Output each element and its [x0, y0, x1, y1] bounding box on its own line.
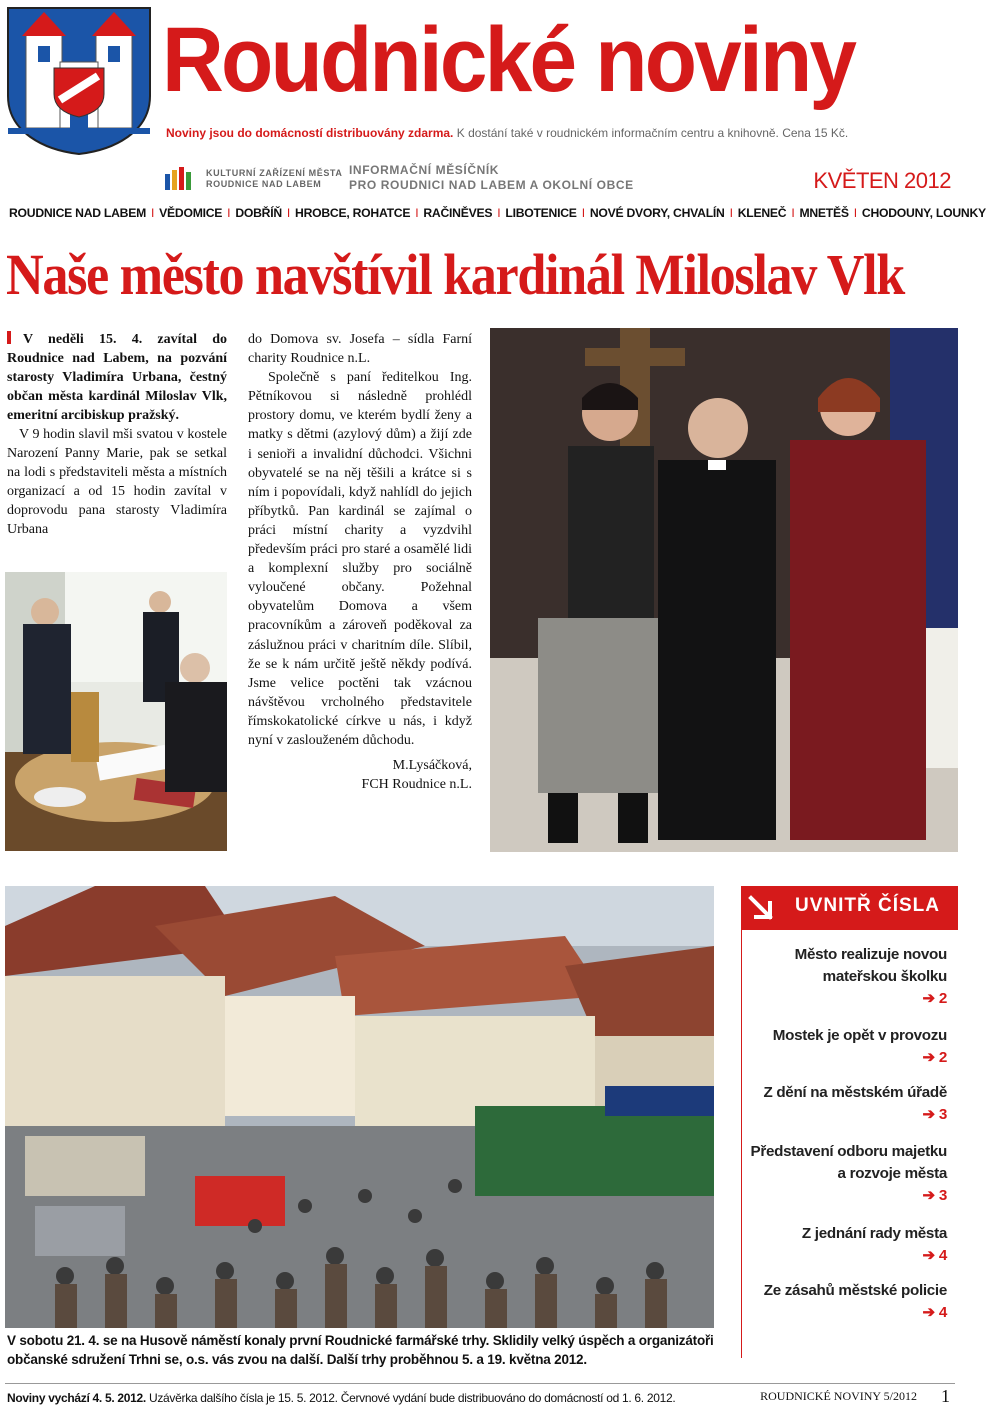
town-separator: I — [151, 206, 155, 220]
inside-item[interactable] — [747, 1025, 947, 1069]
article-column-2 — [248, 330, 472, 794]
article-column-1 — [7, 330, 227, 539]
kulturni-zarizeni-text: KULTURNÍ ZAŘÍZENÍ MĚSTA ROUDNICE NAD LABEM — [206, 168, 343, 189]
newspaper-title: Roudnické noviny — [162, 9, 855, 111]
town-name: MNETĚŠ — [799, 206, 849, 220]
inside-item-page: ➔ 4 — [922, 1304, 947, 1321]
inside-item[interactable] — [747, 1141, 947, 1207]
inside-item-label: Z jednání rady města — [801, 1225, 947, 1242]
article-paragraph: Společně s paní ředitelkou Ing. Pětníkovou si následně prohlédl prostory domu, ve kterém bydlí ženy a matky s dětmi (azylový dům) a žijí zde i senioři a invalidní důchodci. Všichni obyvatelé se na něj těšili a krátce si s ním i popovídali, když nahlídl do jejich příbytků. Pan kardinál se zajímal o práci místní charity a vyzdvihl především práci pro staré a osamělé lidi a komplexní služby pro sociálně vyloučené občany. Požehnal obyvatelům Domova a všem pracovníkům a zároveň poděkoval za záslužnou práci v charitním díle. Slíbil, že se k nám určitě ještě někdy podívá. Jsme velice poctěni tak vzácnou návštěvou vrcholného představitele římskokatolické církve u nás, i když nyní v zaslouženém důchodu. — [248, 370, 472, 748]
inside-item[interactable] — [747, 1280, 947, 1324]
town-name: HROBCE, ROHATCE — [295, 206, 411, 220]
photo-farmers-market — [5, 886, 714, 1328]
inside-item-page: ➔ 2 — [922, 990, 947, 1007]
kulturni-zarizeni-logo — [165, 167, 195, 190]
footer-issue-ref: ROUDNICKÉ NOVINY 5/2012 1 — [760, 1386, 950, 1406]
town-name: VĚDOMICE — [159, 206, 223, 220]
town-separator: I — [791, 206, 795, 220]
town-list — [9, 206, 986, 220]
inside-item-page: ➔ 2 — [922, 1049, 947, 1066]
town-name: NOVÉ DVORY, CHVALÍN — [589, 206, 725, 220]
inside-item[interactable] — [747, 944, 947, 1010]
inside-item-label: Město realizuje novou mateřskou školku — [794, 946, 947, 985]
town-name: DOBŘÍŇ — [235, 206, 282, 220]
town-name: CHODOUNY, LOUNKY — [861, 206, 986, 220]
inside-item[interactable] — [747, 1082, 947, 1126]
issue-date: KVĚTEN 2012 — [813, 168, 951, 193]
town-separator: I — [853, 206, 857, 220]
city-crest-logo — [4, 4, 154, 156]
town-separator: I — [286, 206, 291, 220]
article-paragraph: V 9 hodin slavil mši svatou v kostele Narození Panny Marie, pak se setkal na lodi s představiteli města a místních organizací a od 15 hodin zavítal v doprovodu pana starosty Vladimíra Urbana — [7, 427, 227, 537]
inside-item-page: ➔ 4 — [922, 1247, 947, 1264]
town-separator: I — [227, 206, 231, 220]
inside-issue-title: UVNITŘ ČÍSLA — [795, 895, 940, 916]
photo-cardinal-with-staff — [490, 328, 958, 852]
article-headline: Naše město navštívil kardinál Miloslav Vlk — [6, 242, 904, 307]
article-signature: M.Lysáčková, FCH Roudnice n.L. — [361, 758, 472, 793]
inside-item-label: Ze zásahů městské policie — [763, 1282, 947, 1299]
inside-item[interactable] — [747, 1223, 947, 1267]
article-paragraph: do Domova sv. Josefa – sídla Farní charity Roudnice n.L. — [248, 332, 472, 367]
inside-box-border — [741, 886, 742, 1358]
footer-divider — [5, 1383, 955, 1384]
town-separator: I — [497, 206, 501, 220]
town-separator: I — [415, 206, 419, 220]
town-name: LIBOTENICE — [505, 206, 577, 220]
inside-item-page: ➔ 3 — [922, 1106, 947, 1123]
market-photo-caption: V sobotu 21. 4. se na Husově náměstí konaly první Roudnické farmářské trhy. Sklidily velký úspěch a organizátoři občanské sdružení Trhni se, o.s. vás zvou na další. Další trhy proběhnou 5. a 19. května 2012. — [7, 1333, 714, 1367]
inside-item-label: Mostek je opět v provozu — [772, 1027, 947, 1044]
town-name: RAČINĚVES — [423, 206, 493, 220]
town-separator: I — [581, 206, 585, 220]
masthead-tagline: Noviny jsou do domácností distribuovány zdarma. K dostání také v roudnickém informačním centru a knihovně. Cena 15 Kč. — [166, 126, 849, 140]
town-separator: I — [729, 206, 733, 220]
town-name: ROUDNICE NAD LABEM — [9, 206, 147, 220]
town-name: KLENEČ — [737, 206, 787, 220]
page-number: 1 — [941, 1386, 950, 1406]
inside-item-page: ➔ 3 — [922, 1187, 947, 1204]
footer-note: Noviny vychází 4. 5. 2012. Uzávěrka dalšího čísla je 15. 5. 2012. Červnové vydání bude distribuováno do domácností od 1. 6. 2012. — [7, 1391, 676, 1405]
article-lead: V neděli 15. 4. zavítal do Roudnice nad Labem, na pozvání starosty Vladimíra Urbana, čestný občan města kardinál Miloslav Vlk, emeritní arcibiskup pražský. — [7, 332, 227, 423]
inside-item-label: Z dění na městském úřadě — [763, 1084, 947, 1101]
arrow-down-right-icon — [748, 895, 774, 921]
inside-item-label: Představení odboru majetku a rozvoje města — [750, 1143, 947, 1182]
publication-info: INFORMAČNÍ MĚSÍČNÍK PRO ROUDNICI NAD LABEM A OKOLNÍ OBCE — [349, 163, 634, 192]
photo-cardinal-visit — [5, 572, 227, 851]
